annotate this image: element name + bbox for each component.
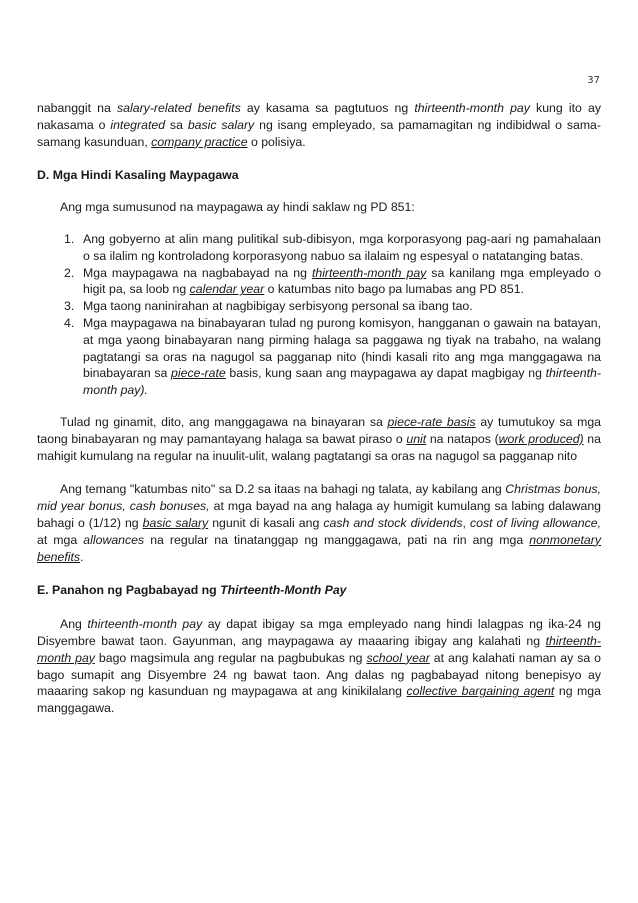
term-underlined: piece-rate [171,366,226,381]
list-item-number: 4. [64,315,75,330]
page-content [37,100,601,717]
term-underlined: nonmonetary benefits [37,532,602,564]
term-italic: thirteenth-month pay [414,101,530,115]
list-item: 1. Ang gobyerno at alin mang pulitikal sub-dibisyon, mga korporasyong pag-aari ng pamahalaan o sa ilalim ng kontroladong korporasyong nabuo sa ilalaim ng espesyal o natatanging batas. [64,231,601,263]
section-d-intro: Ang mga sumusunod na maypagawa ay hindi saklaw ng PD 851: [60,200,415,215]
term-italic: salary-related benefits [117,101,241,115]
section-d-heading: D. Mga Hindi Kasaling Maypagawa [37,168,239,183]
list-item: 3. Mga taong naninirahan at nagbibigay serbisyong personal sa ibang tao. [64,299,473,314]
page-number: 37 [587,75,600,86]
term-underlined: work produced) [498,431,584,446]
term-underlined: thirteenth-month pay [37,633,601,665]
term-italic: Christmas bonus, mid year bonus, cash bonuses, [37,482,601,514]
term-italic: integrated [110,117,166,132]
term-underlined: collective bargaining agent [406,684,555,699]
term-underlined: school year [366,650,430,665]
section-e-heading: E. Panahon ng Pagbabayad ng Thirteenth-Month Pay [37,583,347,598]
term-underlined: unit [406,431,427,446]
term-italic: thirteenth-month pay [87,617,203,632]
exclusions-list [37,231,601,399]
term-italic: allowances [83,532,145,547]
term-underlined: thirteenth-month pay [311,265,427,280]
term-underlined: basic salary [142,515,209,530]
term-underlined: calendar year [189,282,265,297]
term-underlined: piece-rate basis [387,414,476,429]
paragraph-continuation: nabanggit na salary-related benefits ay kasama sa pagtutuos ng thirteenth-month pay kung ito ay nakasama o integrated sa basic salary ng isang empleyado, sa pamamagitan ng indibidwal o sama-samang kasunduan, company practice o polisiya. [37,101,601,149]
paragraph-katumbas: Ang temang "katumbas nito" sa D.2 sa itaas na bahagi ng talata, ay kabilang ang Christmas bonus, mid year bonus, cash bonuses, at mga bayad na ang halaga ay humigit kumulang sa labing dalawang bahagi o (1/12) ng basic salary ngunit di kasali ang cash and stock dividends, cost of living allowance, at mga allowances na regular na tinatanggap ng manggagawa, pati na rin ang mga nonmonetary benefits. [37,482,602,564]
list-item-number: 3. [64,299,75,314]
paragraph-payment-timing: Ang thirteenth-month pay ay dapat ibigay sa mga empleyado nang hindi lalagpas ng ika-24 ng Disyembre bawat taon. Gayunman, ang maypagawa ay maaaring ibigay ang kalahati ng thirteenth-month pay bago magsimula ang regular na pagbubukas ng school year at ang kalahati naman ay sa o bago sumapit ang Disyembre 24 ng bawat taon. Ang dalas ng pagbabayad nitong benepisyo ay maaaring sakop ng kasunduan ng maypagawa at ang kinikilalang collective bargaining agent ng mga manggagawa. [37,617,601,716]
term-underlined: company practice [151,134,248,149]
list-item-number: 2. [64,265,75,280]
term-italic: cash and stock dividends [323,515,463,530]
list-item: 4. Mga maypagawa na binabayaran tulad ng purong komisyon, hangganan o gawain na batayan, at mga yaong binabayaran nang pirming halaga sa paggawa ng tiyak na trabaho, na walang pagtatangi sa oras na nagugol sa pagganap nito (hindi kasali rito ang mga manggagawa na binabayaran sa piece-rate basis, kung saan ang maypagawa ay dapat magbigay ng thirteenth-month pay). [64,315,601,398]
list-item-number: 1. [64,231,75,246]
term-italic: Thirteenth-Month Pay [220,583,347,598]
list-item: 2. Mga maypagawa na nagbabayad na ng thirteenth-month pay sa kanilang mga empleyado o higit pa, sa loob ng calendar year o katumbas nito bago pa lumabas ang PD 851. [64,265,601,297]
paragraph-piece-rate: Tulad ng ginamit, dito, ang manggagawa na binayaran sa piece-rate basis ay tumutukoy sa mga taong binabayaran ng may pamantayang halaga sa bawat piraso o unit na natapos (work produced) na mahigit kumulang na regular na inuulit-ulit, walang pagtatangi sa oras na nagugol sa pagganap nito [37,414,602,463]
term-italic: cost of living allowance, [469,515,601,530]
term-italic: basic salary [187,117,255,132]
term-italic: thirteenth-month pay). [83,366,601,398]
